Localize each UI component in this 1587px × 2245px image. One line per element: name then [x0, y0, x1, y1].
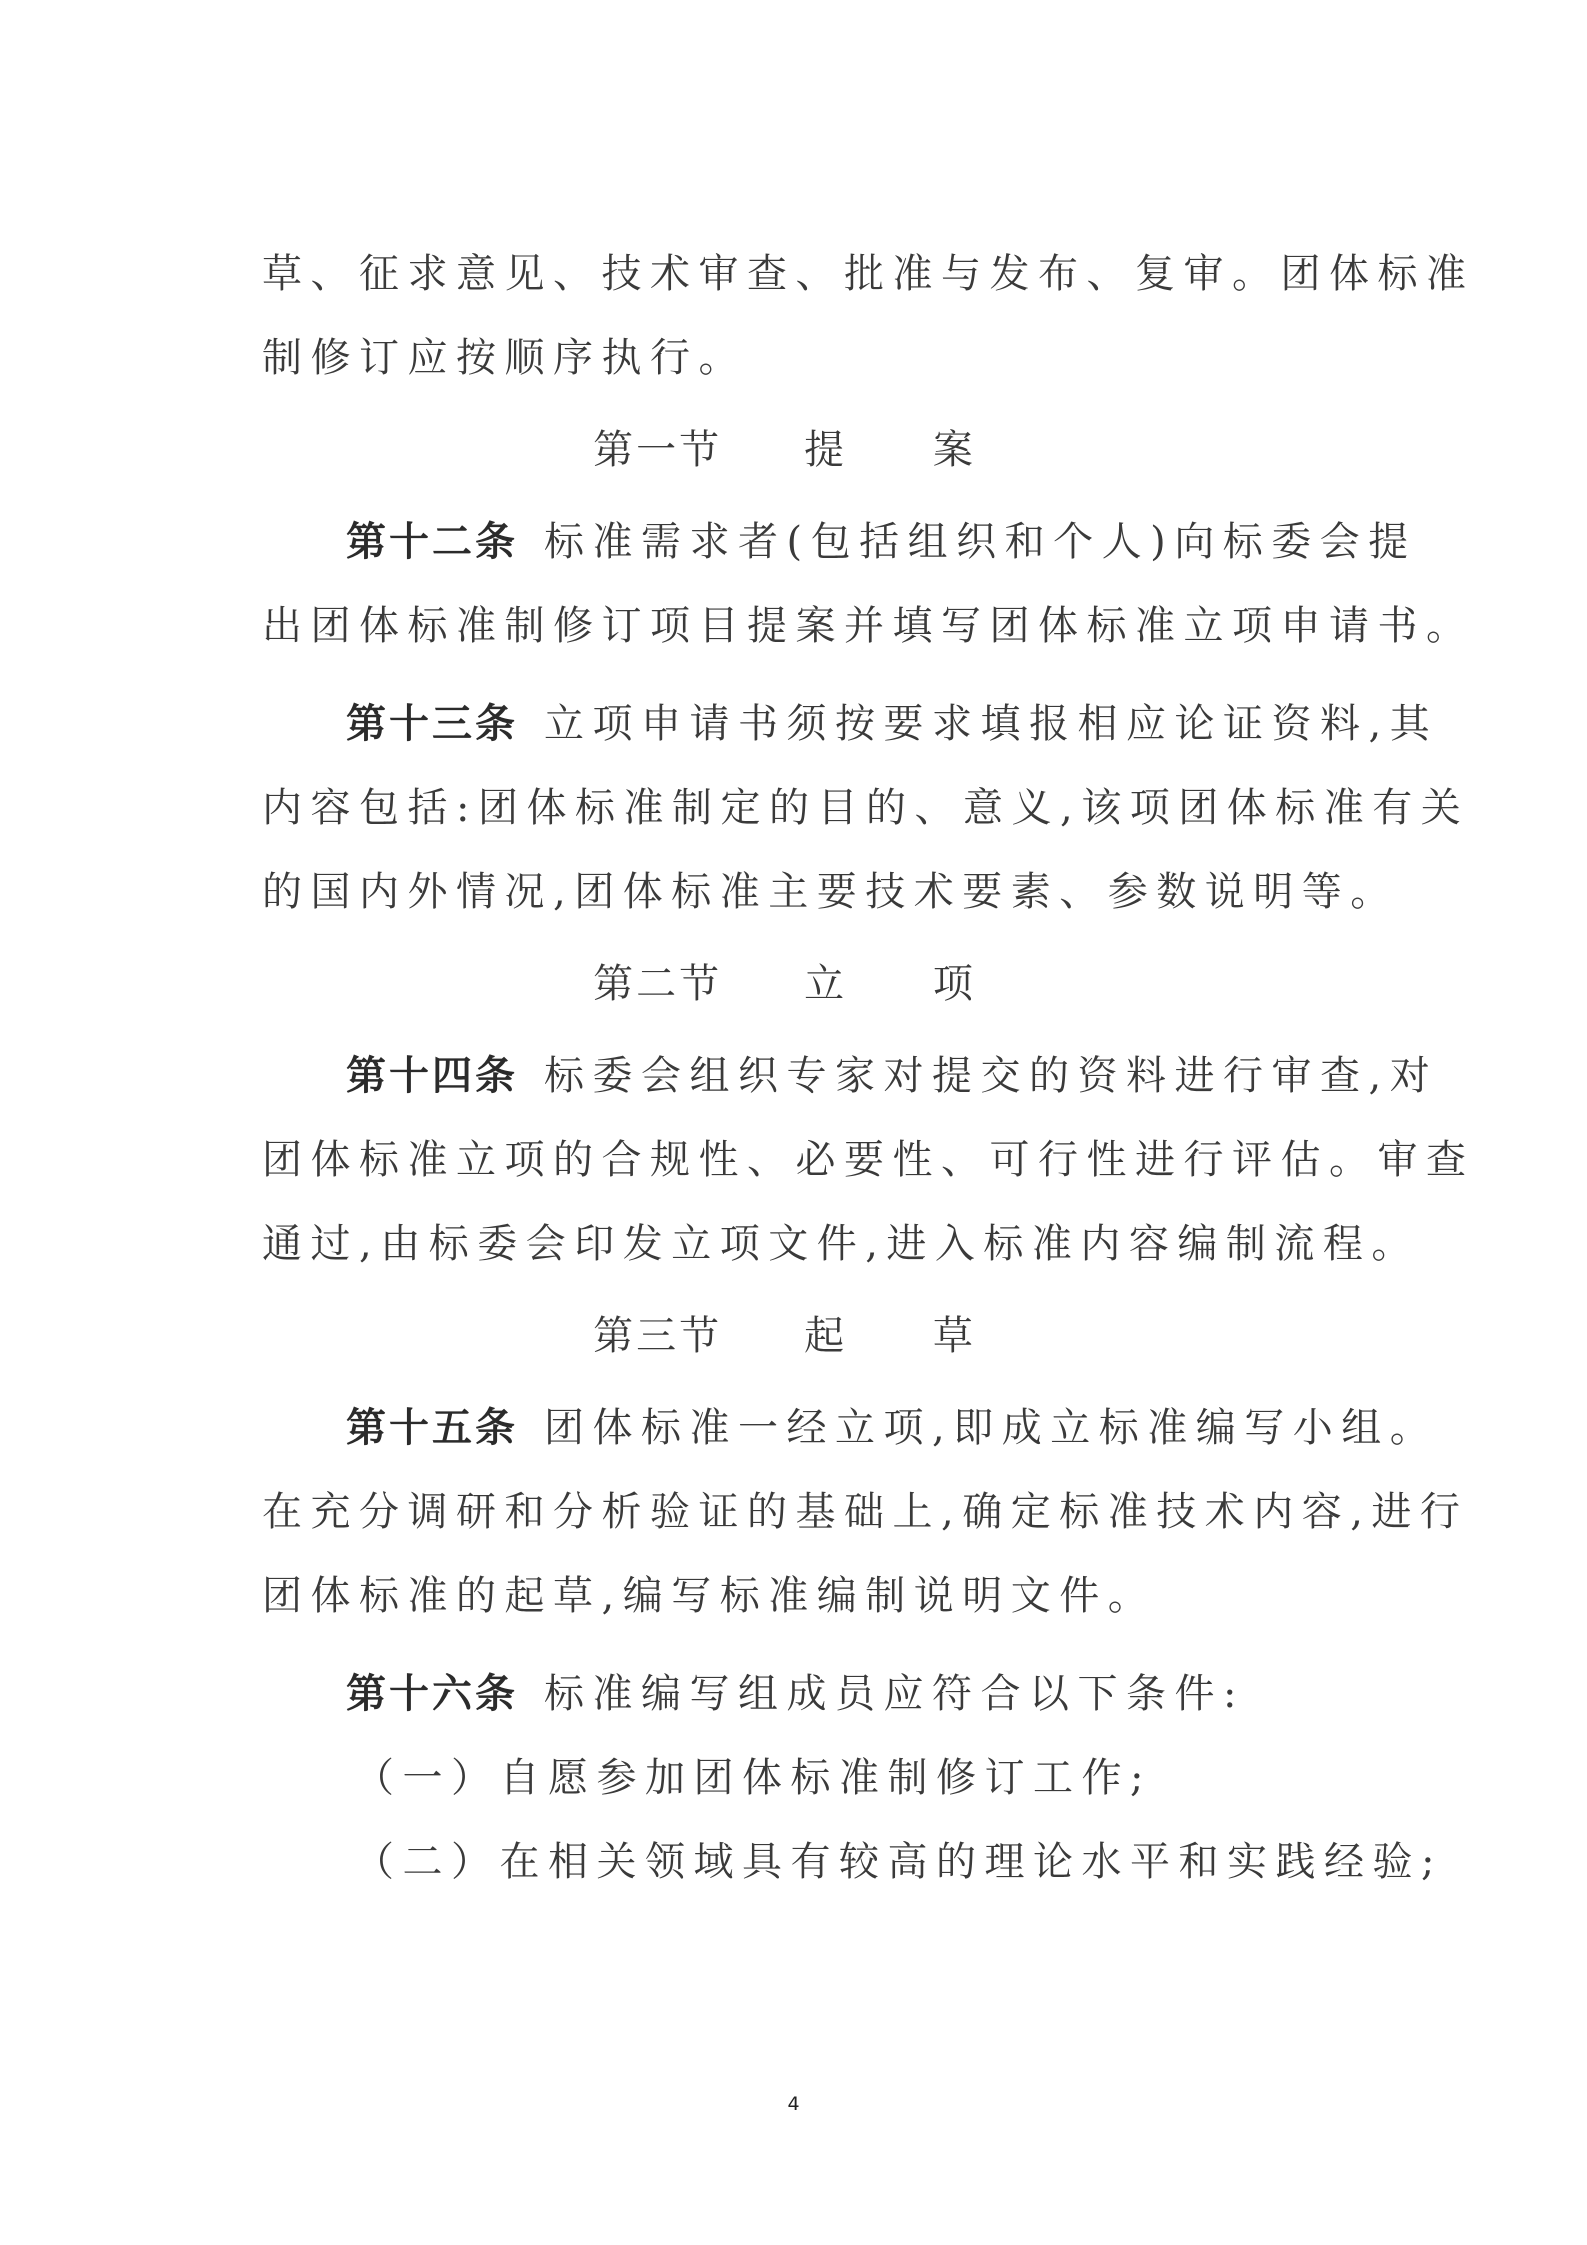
section-title: 提 案	[804, 427, 1011, 473]
paragraph-line: 出团体标准制修订项目提案并填写团体标准立项申请书。	[262, 603, 1475, 649]
section-number: 第三节	[593, 1313, 723, 1359]
section-heading-3	[262, 1294, 1342, 1378]
page-number: 4	[787, 2093, 800, 2115]
paragraph-line: 的国内外情况,团体标准主要技术要素、参数说明等。	[262, 869, 1399, 915]
paragraph-line: 内容包括:团体标准制定的目的、意义,该项团体标准有关	[262, 785, 1470, 831]
section-heading-1	[262, 408, 1342, 492]
paragraph-line: 制修订应按顺序执行。	[262, 335, 747, 381]
section-heading-2	[262, 942, 1342, 1026]
article-text: 标委会组织专家对提交的资料进行审查,对	[544, 1053, 1439, 1099]
article-12	[262, 500, 1417, 584]
article-16	[262, 1652, 1342, 1736]
section-title: 立 项	[804, 961, 1011, 1007]
section-title: 起 草	[804, 1313, 1011, 1359]
article-number: 第十六条	[346, 1671, 518, 1717]
list-item: （二）在相关领域具有较高的理论水平和实践经验;	[354, 1839, 1443, 1885]
paragraph-line: 通过,由标委会印发立项文件,进入标准内容编制流程。	[262, 1221, 1420, 1267]
section-number: 第二节	[593, 961, 723, 1007]
section-number: 第一节	[593, 427, 723, 473]
paragraph-line: 草、征求意见、技术审查、批准与发布、复审。团体标准	[262, 251, 1475, 297]
article-text: 立项申请书须按要求填报相应论证资料,其	[544, 701, 1439, 747]
article-text: 标准编写组成员应符合以下条件:	[544, 1671, 1245, 1717]
paragraph-line: 团体标准立项的合规性、必要性、可行性进行评估。审查	[262, 1137, 1475, 1183]
page-content	[262, 232, 1475, 1904]
article-number: 第十二条	[346, 519, 518, 565]
article-15	[262, 1386, 1439, 1470]
article-text: 团体标准一经立项,即成立标准编写小组。	[544, 1405, 1439, 1451]
article-number: 第十四条	[346, 1053, 518, 1099]
article-text: 标准需求者(包括组织和个人)向标委会提	[544, 519, 1417, 565]
article-13	[262, 682, 1439, 766]
paragraph-line: 团体标准的起草,编写标准编制说明文件。	[262, 1573, 1157, 1619]
paragraph-line: 在充分调研和分析验证的基础上,确定标准技术内容,进行	[262, 1489, 1469, 1535]
list-item: （一）自愿参加团体标准制修订工作;	[354, 1755, 1152, 1801]
article-number: 第十三条	[346, 701, 518, 747]
article-number: 第十五条	[346, 1405, 518, 1451]
article-14	[262, 1034, 1439, 1118]
